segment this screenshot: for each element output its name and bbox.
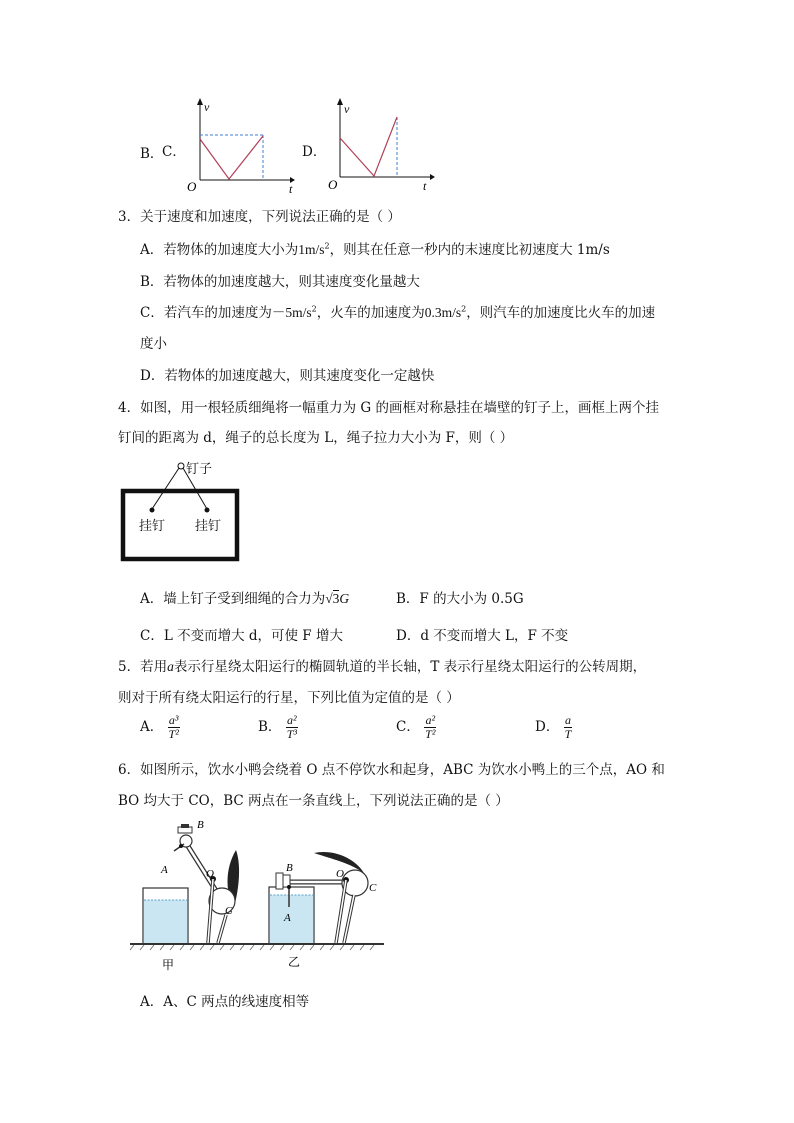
q3-option-a-value: 1m/s [298, 242, 325, 257]
drinking-bird-diagram [126, 815, 396, 975]
q5-option-b-num: a² [287, 713, 297, 727]
option-b-label: B． [140, 146, 164, 162]
q4-option-c: C．L 不变而增大 d，可使 F 增大 [140, 628, 343, 644]
q5-option-c-den: T² [425, 727, 436, 741]
option-c-label: C． [162, 144, 186, 160]
q3-option-c-line2: 度小 [140, 336, 167, 352]
q5-option-a [140, 714, 180, 741]
q5-option-b-den: T³ [286, 727, 297, 741]
q3-option-c-post: ，则汽车的加速度比火车的加速 [466, 305, 656, 321]
q3-option-a-post: ，则其在任意一秒内的末速度比初速度大 1m/s [329, 242, 610, 258]
q4-stem-line1: 4．如图，用一根轻质细绳将一幅重力为 G 的画框对称悬挂在墙壁的钉子上，画框上两个挂 [118, 400, 659, 416]
q5-option-c-num: a² [425, 713, 436, 727]
jia-point-c: C [225, 905, 233, 917]
q3-option-b: B．若物体的加速度越大，则其速度变化量越大 [140, 274, 420, 290]
graph-c [185, 95, 295, 195]
q3-option-c-pre: C．若汽车的加速度为 [140, 305, 272, 321]
graph-c-axis-t: t [289, 182, 293, 195]
q5-option-d-den: T [564, 727, 572, 741]
q6-stem-line1: 6．如图所示，饮水小鸭会绕着 O 点不停饮水和起身，ABC 为饮水小鸭上的三个点，AO 和 [118, 762, 665, 778]
q4-option-a-pre: A．墙上钉子受到细绳的合力为 [140, 591, 326, 607]
q3-option-c-mid: ，火车的加速度为 [316, 305, 425, 321]
q6-stem-line2: BO 均大于 CO，BC 两点在一条直线上，下列说法正确的是（ ） [118, 793, 509, 809]
graph-c-origin: O [187, 179, 197, 194]
q5-option-a-den: T² [168, 727, 179, 741]
graph-d-origin: O [328, 177, 338, 192]
q5-option-d-label: D． [535, 719, 560, 735]
q5-option-a-fraction [168, 714, 180, 741]
q4-stem-line2: 钉间的距离为 d，绳子的总长度为 L，绳子拉力大小为 F，则（ ） [118, 430, 514, 446]
q5-stem-pre: 5．若用 [118, 659, 168, 675]
q4-option-b: B．F 的大小为 0.5G [396, 591, 524, 607]
option-d-label: D． [302, 144, 327, 160]
q5-option-b-label: B． [258, 719, 282, 735]
jia-point-o: O [206, 868, 214, 880]
q4-option-d: D．d 不变而增大 L，F 不变 [396, 628, 569, 644]
hook-left-label: 挂钉 [139, 519, 166, 534]
graph-d-axis-v: v [344, 102, 350, 116]
q5-stem-post: 表示行星绕太阳运行的椭圆轨道的半长轴，T 表示行星绕太阳运行的公转周期， [173, 659, 647, 675]
yi-point-b: B [286, 862, 293, 874]
graph-d [326, 95, 436, 195]
q5-option-d-fraction [564, 714, 573, 741]
q3-option-c-val2: 0.3m/s [424, 305, 462, 320]
label-jia: 甲 [162, 958, 175, 972]
yi-point-o: O [336, 868, 344, 880]
q5-stem-line1 [118, 655, 646, 675]
hook-right-label: 挂钉 [195, 519, 222, 534]
q4-option-a-sqrt: 3 [332, 591, 340, 606]
q5-option-b [258, 714, 298, 741]
q3-option-a: A．若物体的加速度大小为$1m/s^2$，则其在任意一秒内的末速度比初速度大 1m/s [140, 241, 610, 258]
sqrt-sign: √ [325, 591, 333, 606]
jia-point-a: A [161, 864, 168, 876]
q5-option-d-num: a [564, 713, 571, 727]
picture-frame-diagram [118, 456, 248, 566]
q5-option-a-label: A． [140, 719, 164, 735]
q4-option-a [140, 587, 349, 607]
q5-option-c-label: C． [396, 719, 420, 735]
q3-option-c-val1: －5m/s [271, 305, 312, 320]
q5-option-d [535, 714, 572, 741]
jia-point-b: B [197, 819, 204, 831]
q5-option-a-num: a³ [168, 713, 179, 727]
yi-point-a: A [284, 912, 291, 924]
q5-stem-line2: 则对于所有绕太阳运行的行星，下列比值为定值的是（ ） [118, 690, 460, 706]
q6-option-a: A．A、C 两点的线速度相等 [140, 994, 310, 1010]
yi-point-c: C [369, 882, 377, 894]
q5-option-c-fraction [424, 714, 436, 741]
label-yi: 乙 [288, 955, 301, 969]
graph-c-axis-v: v [204, 100, 210, 114]
q4-option-a-post: G [339, 591, 350, 606]
q5-stem-a: a [167, 659, 174, 674]
q3-option-d: D．若物体的加速度越大，则其速度变化一定越快 [140, 368, 435, 384]
q3-stem: 3．关于速度和加速度，下列说法正确的是（ ） [118, 209, 401, 225]
q3-option-a-pre: A．若物体的加速度大小为 [140, 242, 299, 258]
q3-option-c: C．若汽车的加速度为$-5m/s^2$，火车的加速度为$0.3m/s^2$，则汽车的加速度比火车的加速 [140, 304, 656, 321]
q5-option-c [396, 714, 436, 741]
graph-d-axis-t: t [423, 179, 427, 193]
nail-label: 钉子 [186, 462, 213, 477]
q5-option-b-fraction [286, 714, 298, 741]
